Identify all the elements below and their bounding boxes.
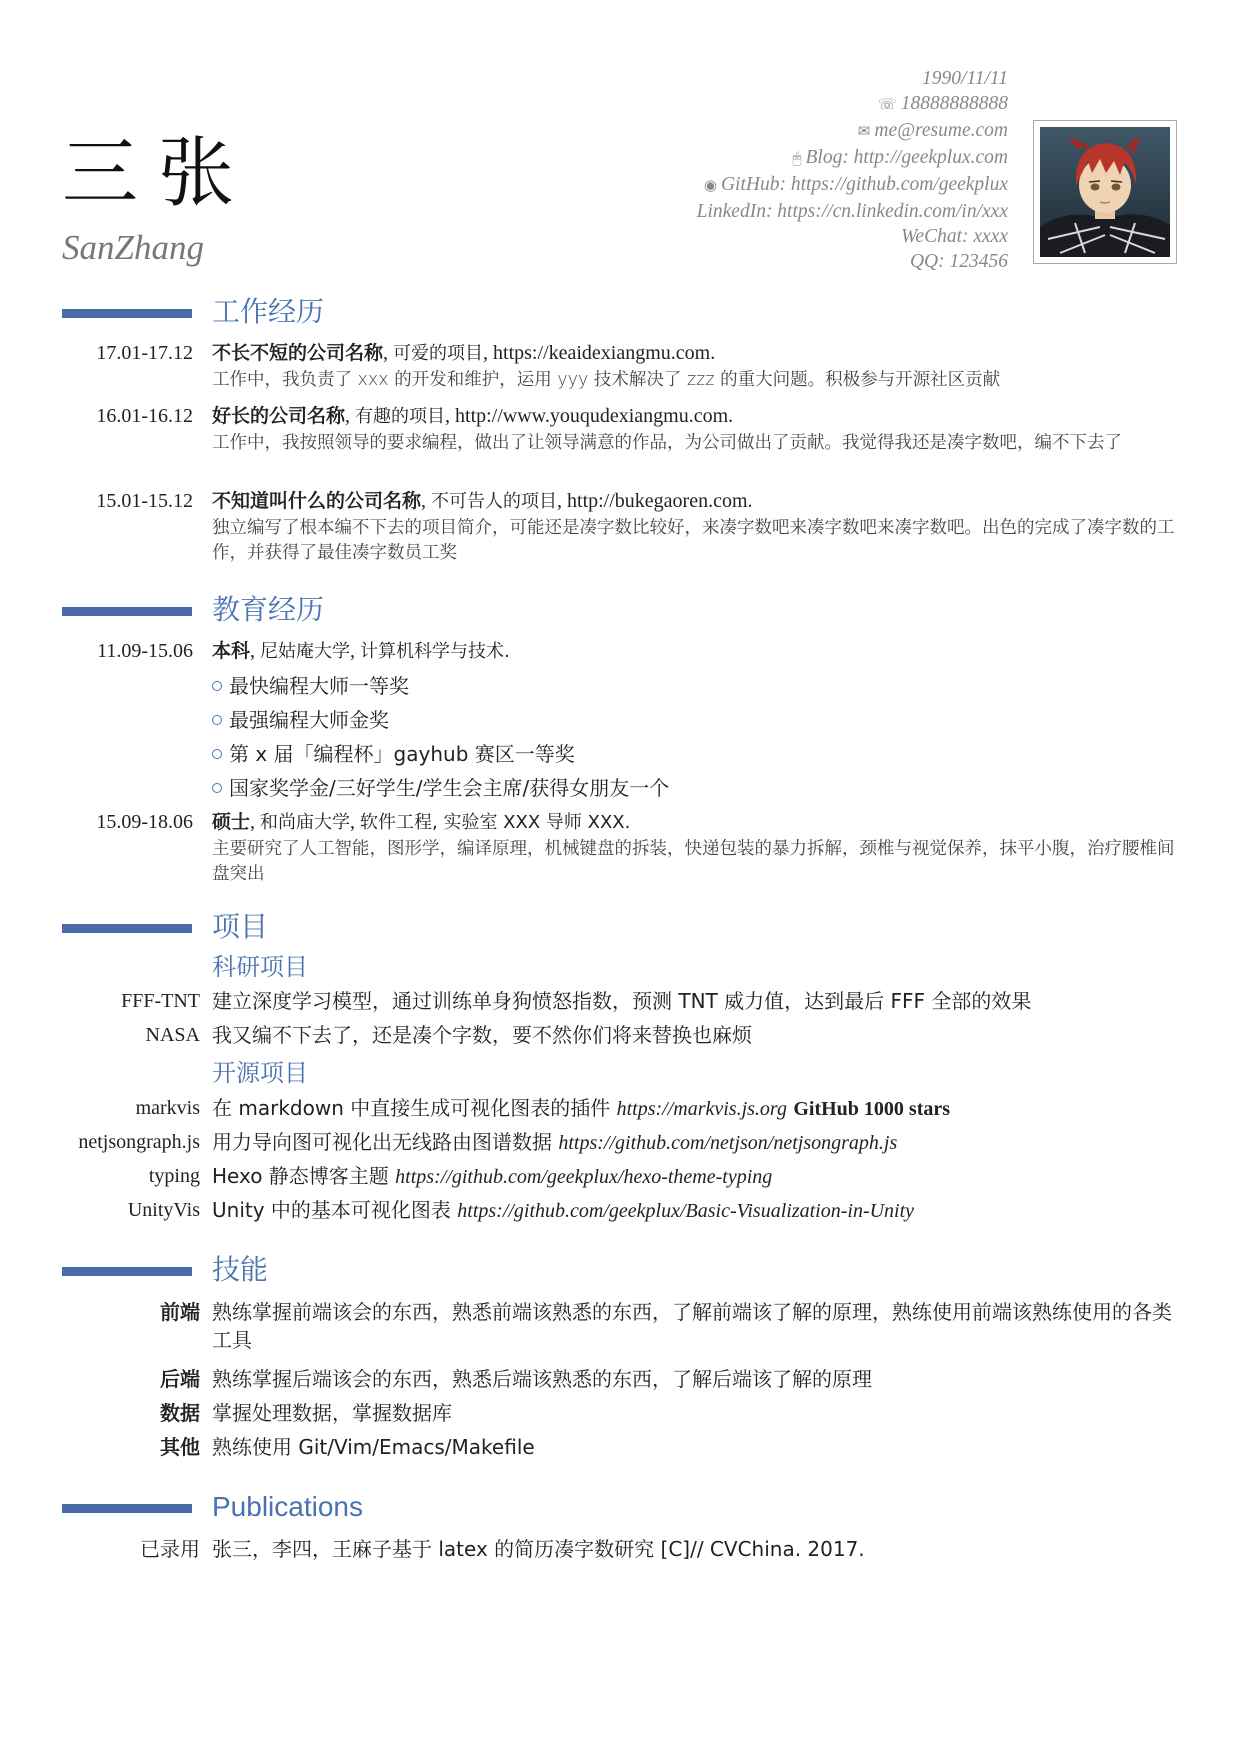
list-item: 最快编程大师一等奖 [212, 669, 1182, 703]
bullet-circle-icon [212, 783, 222, 793]
email-address[interactable]: me@resume.com [874, 120, 1008, 141]
list-item: 最强编程大师金奖 [212, 703, 1182, 737]
major: 计算机科学与技术. [360, 641, 510, 662]
skill-desc: 熟练掌握前端该会的东西，熟悉前端该熟悉的东西，了解前端该了解的原理，熟练使用前端该熟练使用的各类工具 [212, 1300, 1172, 1352]
bullet-circle-icon [212, 749, 222, 759]
section-title-projects: 项目 [212, 910, 269, 943]
item-desc: 我又编不下去了，还是凑个字数，要不然你们将来替换也麻烦 [212, 1023, 752, 1047]
company-name: 不知道叫什么的公司名称 [212, 490, 422, 512]
degree: 本科 [212, 640, 251, 662]
entry-description: 工作中，我负责了 xxx 的开发和维护，运用 yyy 技术解决了 zzz 的重大问题。积极参与开源社区贡献 [212, 370, 1001, 390]
github-row[interactable] [697, 172, 1008, 199]
opensource-item [0, 1194, 1240, 1226]
envelope-icon: ✉ [857, 124, 871, 140]
birthday: 1990/11/11 [922, 68, 1008, 89]
avatar-portrait [1040, 127, 1170, 257]
entry-date: 11.09-15.06 [97, 640, 193, 662]
project-url[interactable]: http://bukegaoren.com. [567, 490, 753, 512]
item-extra: GitHub 1000 stars [793, 1098, 951, 1120]
phone-icon: ☏ [877, 97, 897, 113]
publication-status: 已录用 [140, 1537, 200, 1561]
skill-item [0, 1431, 1240, 1463]
mouse-icon: 🖱 [792, 151, 802, 167]
bullet-circle-icon [212, 715, 222, 725]
project-url[interactable]: https://keaidexiangmu.com. [493, 342, 716, 364]
item-key: UnityVis [127, 1199, 200, 1221]
github-icon: ◉ [703, 178, 717, 194]
major: 软件工程, 实验室 XXX 导师 XXX. [360, 812, 631, 833]
section-bar [62, 309, 192, 318]
section-title-work: 工作经历 [212, 295, 325, 328]
research-item [0, 985, 1240, 1017]
item-key: NASA [145, 1024, 200, 1046]
skill-key: 其他 [160, 1435, 200, 1459]
contact-block [697, 66, 1008, 274]
subsection-research: 科研项目 [212, 953, 308, 981]
item-key: netjsongraph.js [78, 1131, 200, 1153]
linkedin-link[interactable]: LinkedIn: https://cn.linkedin.com/in/xxx [696, 201, 1008, 222]
email-row[interactable] [697, 118, 1008, 145]
item-url[interactable]: https://github.com/geekplux/Basic-Visualization-in-Unity [457, 1200, 915, 1222]
item-key: typing [148, 1165, 200, 1187]
section-bar [62, 1504, 192, 1513]
item-url[interactable]: https://markvis.js.org [616, 1098, 787, 1120]
blog-link[interactable]: Blog: http://geekplux.com [805, 147, 1008, 168]
item-desc: Hexo 静态博客主题 [212, 1164, 389, 1188]
skill-item [0, 1397, 1240, 1429]
wechat: WeChat: xxxx [900, 226, 1008, 247]
project-name: 有趣的项目 [355, 406, 446, 427]
entry-date: 15.09-18.06 [96, 811, 193, 833]
school-name: 和尚庙大学 [260, 812, 351, 833]
section-bar [62, 607, 192, 616]
item-key: FFF-TNT [121, 990, 200, 1012]
skill-key: 前端 [160, 1300, 200, 1324]
blog-row[interactable] [697, 145, 1008, 172]
publication-citation: 张三，李四，王麻子基于 latex 的简历凑字数研究 [C]// CVChina. 2017. [212, 1537, 865, 1561]
item-desc: 建立深度学习模型，通过训练单身狗愤怒指数，预测 TNT 威力值，达到最后 FFF 全部的效果 [212, 989, 1032, 1013]
opensource-item [0, 1092, 1240, 1124]
entry-date: 16.01-16.12 [96, 405, 193, 427]
section-title-skills: 技能 [212, 1253, 269, 1286]
project-name: 可爱的项目 [393, 343, 484, 364]
award-list [212, 669, 1182, 805]
publication-item [0, 1533, 1240, 1565]
name-chinese: 三张 [62, 128, 254, 217]
entry-date: 15.01-15.12 [96, 490, 193, 512]
phone-row [697, 91, 1008, 118]
skill-desc: 掌握处理数据，掌握数据库 [212, 1401, 452, 1425]
entry-description: 工作中，我按照领导的要求编程，做出了让领导满意的作品，为公司做出了贡献。我觉得我还是凑字数吧，编不下去了 [212, 433, 1122, 453]
item-url[interactable]: https://github.com/netjson/netjsongraph.js [558, 1132, 898, 1154]
section-title-publications: Publications [212, 1491, 363, 1522]
project-name: 不可告人的项目 [431, 491, 558, 512]
school-name: 尼姑庵大学 [260, 641, 351, 662]
bullet-circle-icon [212, 681, 222, 691]
skill-item [0, 1363, 1240, 1395]
item-desc: 在 markdown 中直接生成可视化图表的插件 [212, 1096, 611, 1120]
list-item: 第 x 届「编程杯」gayhub 赛区一等奖 [212, 737, 1182, 771]
section-education [62, 590, 1182, 630]
avatar [1033, 120, 1177, 264]
opensource-item [0, 1160, 1240, 1192]
section-bar [62, 1267, 192, 1276]
skill-desc: 熟练使用 Git/Vim/Emacs/Makefile [212, 1435, 535, 1459]
skill-key: 后端 [160, 1367, 200, 1391]
section-skills [62, 1250, 1182, 1290]
section-publications [62, 1487, 1182, 1527]
item-key: markvis [135, 1097, 200, 1119]
list-item: 国家奖学金/三好学生/学生会主席/获得女朋友一个 [212, 771, 1182, 805]
qq: QQ: 123456 [909, 251, 1008, 272]
entry-description: 独立编写了根本编不下去的项目简介，可能还是凑字数比较好，来凑字数吧来凑字数吧来凑字数吧。出色的完成了凑字数的工作，并获得了最佳凑字数员工奖 [212, 518, 1175, 563]
section-projects [62, 907, 1182, 947]
skill-key: 数据 [160, 1401, 200, 1425]
item-desc: 用力导向图可视化出无线路由图谱数据 [212, 1130, 552, 1154]
opensource-item [0, 1126, 1240, 1158]
skill-item [0, 1296, 1240, 1352]
section-title-education: 教育经历 [212, 593, 325, 626]
item-url[interactable]: https://github.com/geekplux/hexo-theme-typing [395, 1166, 773, 1188]
entry-date: 17.01-17.12 [96, 342, 193, 364]
skill-desc: 熟练掌握后端该会的东西，熟悉后端该熟悉的东西，了解后端该了解的原理 [212, 1367, 872, 1391]
section-bar [62, 924, 192, 933]
item-desc: Unity 中的基本可视化图表 [212, 1198, 451, 1222]
project-url[interactable]: http://www.youqudexiangmu.com. [455, 405, 734, 427]
phone-number: 18888888888 [900, 93, 1008, 114]
entry-description: 主要研究了人工智能，图形学，编译原理，机械键盘的拆装，快递包装的暴力拆解，颈椎与视觉保养，抹平小腹，治疗腰椎间盘突出 [212, 839, 1175, 884]
subsection-opensource: 开源项目 [212, 1059, 308, 1087]
company-name: 好长的公司名称 [212, 405, 346, 427]
github-link[interactable]: GitHub: https://github.com/geekplux [720, 174, 1008, 195]
name-english: SanZhang [62, 228, 204, 267]
section-work [62, 292, 1182, 332]
company-name: 不长不短的公司名称 [212, 342, 384, 364]
research-item [0, 1019, 1240, 1051]
degree: 硕士 [212, 811, 251, 833]
